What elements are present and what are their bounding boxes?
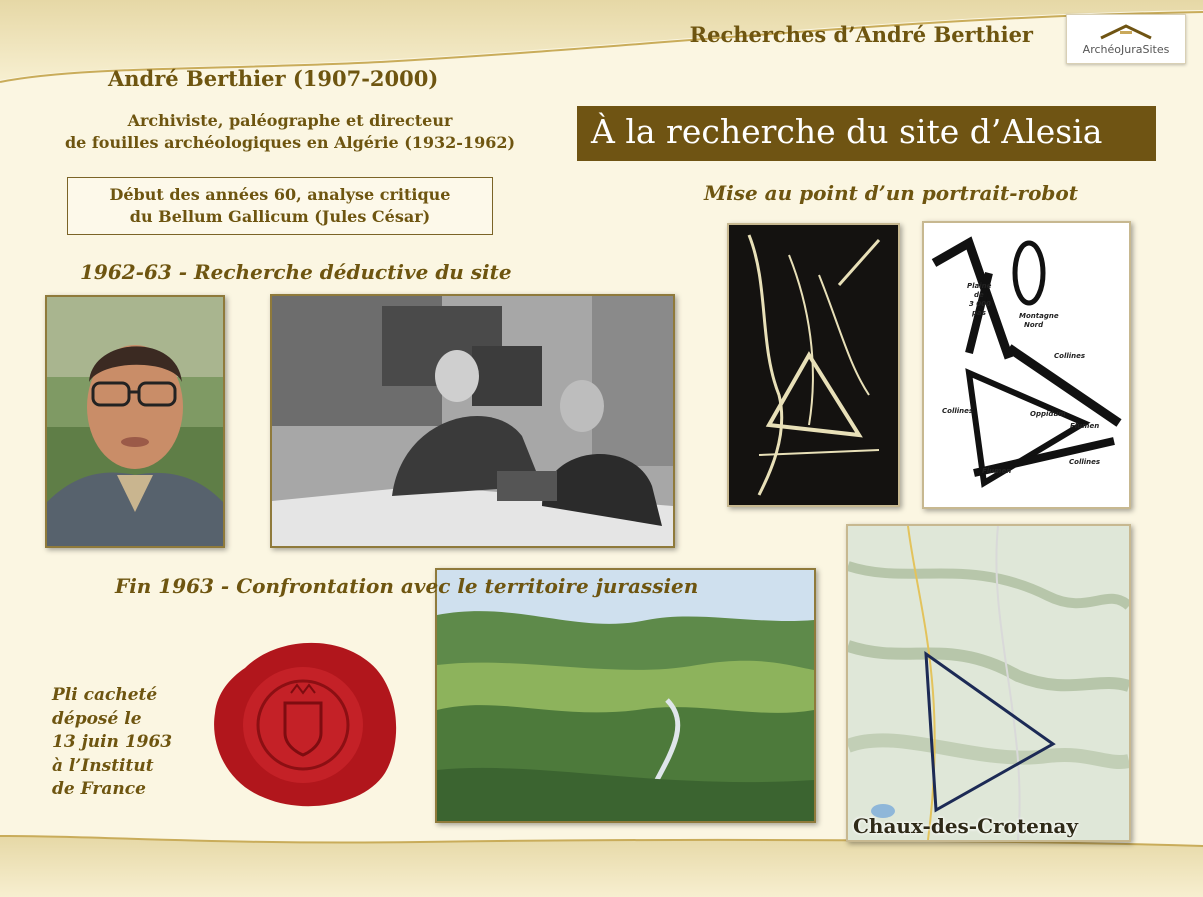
- lab-photo: [270, 294, 675, 548]
- sketch-label-collines-l: Collines: [942, 407, 974, 415]
- pli-line2: déposé le: [52, 708, 142, 729]
- topographic-map: [846, 524, 1131, 842]
- sketch-label-montagne1: Montagne: [1019, 312, 1059, 320]
- dark-sketch-image: [727, 223, 900, 507]
- section-title-research: 1962-63 - Recherche déductive du site: [80, 260, 512, 284]
- sketch-label-oppidum: Oppidum: [1030, 410, 1066, 418]
- intro-box: [67, 177, 493, 235]
- pli-line3: 13 juin 1963: [52, 732, 173, 752]
- logo-roof-icon: [1096, 23, 1156, 41]
- person-name: André Berthier (1907-2000): [108, 66, 439, 91]
- logo-text: ArchéoJuraSites: [1082, 42, 1170, 56]
- sketch-label-plaine2: de: [974, 291, 984, 299]
- pli-line1: Pli cacheté: [52, 685, 158, 705]
- section-title-portrait: Mise au point d’un portrait-robot: [704, 181, 1078, 205]
- map-label: Chaux-des-Crotenay: [853, 814, 1078, 838]
- pli-line5: de France: [52, 779, 146, 799]
- person-desc-line2: de fouilles archéologiques en Algérie (1932-1962): [64, 133, 516, 152]
- portrait-photo: [45, 295, 225, 548]
- header-title: Recherches d’André Berthier: [689, 22, 1033, 47]
- section-title-confrontation: Fin 1963 - Confrontation avec le territoire jurassien: [115, 574, 699, 598]
- pli-cachete-text: [52, 684, 172, 802]
- person-desc-line1: Archiviste, paléographe et directeur: [127, 111, 453, 130]
- sketch-label-flumen-l: Flumen: [982, 467, 1012, 475]
- sketch-label-plaine3: 3 000: [969, 300, 991, 308]
- pli-line4: à l’Institut: [52, 755, 154, 776]
- portrait-robot-sketch: [922, 221, 1131, 509]
- landscape-photo: [435, 568, 816, 823]
- sketch-label-plaine4: pas: [972, 309, 986, 317]
- sketch-label-plaine1: Plaine: [967, 282, 992, 290]
- intro-box-line1: Début des années 60, analyse critique: [109, 185, 451, 204]
- title-banner: À la recherche du site d’Alesia: [577, 106, 1156, 161]
- sketch-label-collines-tr: Collines: [1054, 352, 1086, 360]
- sketch-label-collines-br: Collines: [1069, 458, 1101, 466]
- person-description: [30, 110, 550, 154]
- sketch-label-flumen-r: Flumen: [1070, 422, 1100, 430]
- sketch-label-montagne2: Nord: [1024, 321, 1044, 329]
- archeojurasites-logo[interactable]: [1066, 14, 1186, 64]
- wax-seal-image: [205, 633, 405, 813]
- intro-box-line2: du Bellum Gallicum (Jules César): [129, 207, 431, 226]
